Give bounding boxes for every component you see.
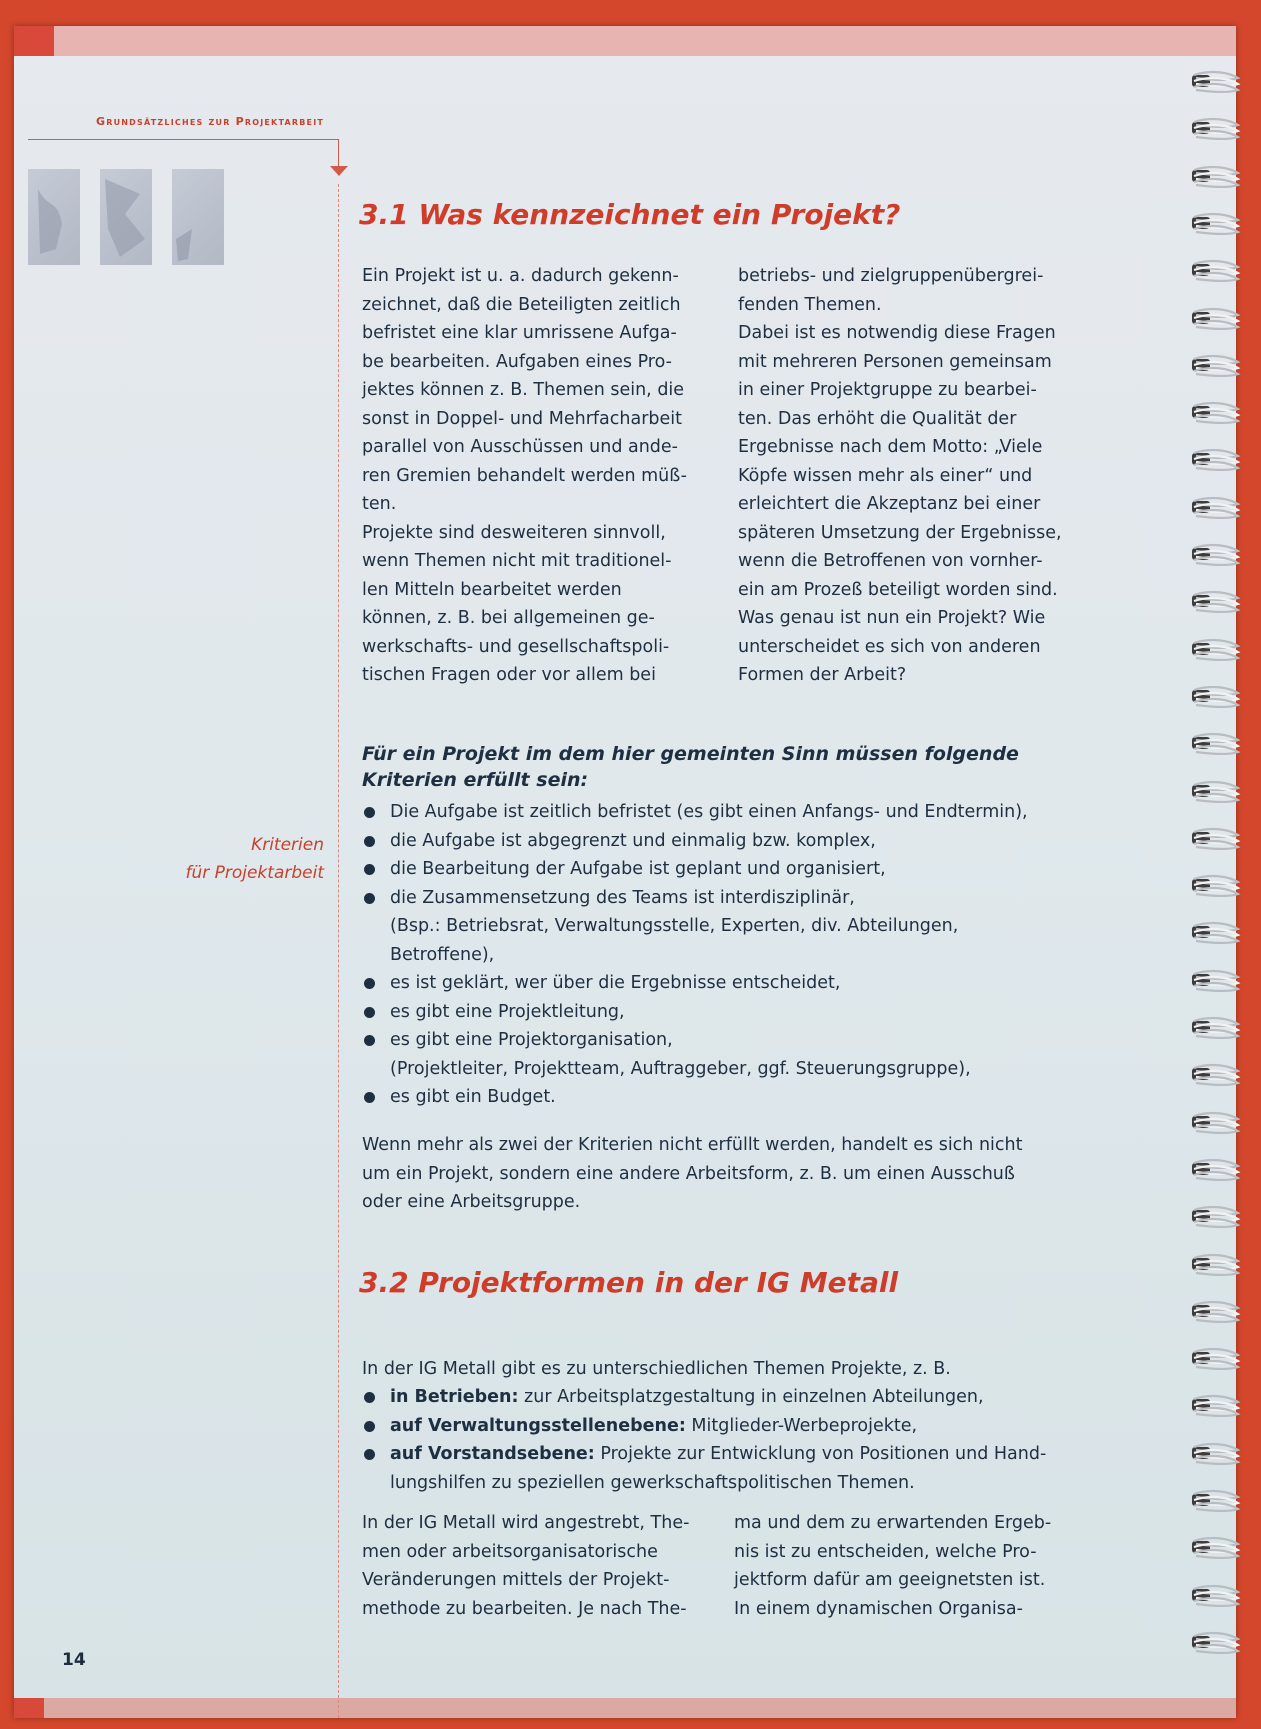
text-line: In der IG Metall wird angestrebt, The- [362,1513,690,1533]
text-line: methode zu bearbeiten. Je nach The- [362,1598,687,1619]
spiral-ring-icon [1186,115,1246,145]
list-item-label: auf Verwaltungsstellenebene: [390,1415,686,1436]
section2-column-1 [362,1509,712,1623]
text-line: In einem dynamischen Organisa- [734,1598,1023,1619]
text-line: parallel von Ausschüssen und ande- [362,437,678,457]
list-item-text: die Aufgabe ist abgegrenzt und einmalig bzw. komplex, [390,830,876,851]
list-item-text: Betroffene), [390,944,495,965]
list-item [362,798,1082,827]
spiral-ring-icon [1186,1582,1246,1612]
section-heading-3-2: 3.2 Projektformen in der IG Metall [359,1266,899,1299]
list-item-text: es gibt ein Budget. [390,1087,556,1107]
text-line: tischen Fragen oder vor allem bei [362,665,656,685]
text-line: ten. Das erhöht die Qualität der [738,408,1017,429]
spiral-ring-icon [1186,730,1246,760]
text-line: werkschafts- und gesellschaftspoli- [362,636,670,657]
spiral-ring-icon [1186,163,1246,193]
spiral-ring-icon [1186,872,1246,902]
list-item-body: Mitglieder-Werbeprojekte, [685,1415,918,1436]
text-line: können, z. B. bei allgemeinen ge- [362,608,655,628]
bottom-corner-tab [14,1698,44,1718]
spiral-ring-icon [1186,305,1246,335]
section1-column-1 [362,262,712,690]
list-item [362,1412,1082,1441]
criteria-list [362,798,1082,1112]
list-item-text: Die Aufgabe ist zeitlich befristet (es gibt einen Anfangs- und Endtermin), [390,802,1028,822]
spiral-ring-icon [1186,1487,1246,1517]
text-line: jektform dafür am geeignetsten ist. [734,1570,1046,1590]
section1-column-2 [738,262,1088,690]
text-line: betriebs- und zielgruppenübergrei- [738,266,1044,286]
section2-column-2 [734,1509,1084,1623]
top-color-strip [14,26,1236,56]
text-line: ren Gremien behandelt werden müß- [362,465,687,486]
text-line: unterscheidet es sich von anderen [738,636,1041,657]
list-item [362,827,1082,856]
page-number: 14 [62,1650,86,1670]
text-line: sonst in Doppel- und Mehrfacharbeit [362,408,682,429]
list-item [362,1083,1082,1112]
spiral-ring-icon [1186,588,1246,618]
text-line: fenden Themen. [738,294,882,315]
photo-strip-1 [28,169,80,265]
list-item-text: es gibt eine Projektleitung, [390,1001,625,1022]
list-item-text: es ist geklärt, wer über die Ergebnisse entscheidet, [390,973,841,993]
criteria-intro-line2: Kriterien erfüllt sein: [362,769,589,791]
spiral-ring-icon [1186,1629,1246,1659]
text-line: erleichtert die Akzeptanz bei einer [738,494,1041,514]
spiral-ring-icon [1186,778,1246,808]
list-item-body: Projekte zur Entwicklung von Positionen und Hand- [594,1444,1047,1464]
spiral-ring-icon [1186,399,1246,429]
spiral-ring-icon [1186,825,1246,855]
margin-note-line2: für Projektarbeit [185,863,324,883]
spiral-ring-icon [1186,1298,1246,1328]
text-line: oder eine Arbeitsgruppe. [362,1192,581,1212]
text-line: ma und dem zu erwartenden Ergeb- [734,1513,1052,1533]
list-item-text: (Projektleiter, Projektteam, Auftraggeber, ggf. Steuerungsgruppe), [390,1058,971,1079]
spiral-ring-icon [1186,446,1246,476]
text-line: Veränderungen mittels der Projekt- [362,1570,670,1590]
margin-note [124,831,324,887]
spiral-ring-icon [1186,494,1246,524]
text-line: be bearbeiten. Aufgaben eines Pro- [362,351,672,372]
text-line: zeichnet, daß die Beteiligten zeitlich [362,294,681,315]
list-item [362,884,1082,970]
spiral-ring-icon [1186,1345,1246,1375]
list-item-text: (Bsp.: Betriebsrat, Verwaltungsstelle, Experten, div. Abteilungen, [390,916,959,936]
criteria-summary [362,1131,1082,1217]
margin-note-line1: Kriterien [251,835,324,855]
list-item [362,1026,1082,1083]
list-item-body: zur Arbeitsplatzgestaltung in einzelnen Abteilungen, [518,1387,984,1407]
text-line: Formen der Arbeit? [738,665,907,685]
spiral-ring-icon [1186,683,1246,713]
section-heading-3-1: 3.1 Was kennzeichnet ein Projekt? [359,198,901,231]
list-item-text: es gibt eine Projektorganisation, [390,1030,673,1050]
spiral-ring-icon [1186,352,1246,382]
spiral-ring-icon [1186,257,1246,287]
spiral-ring-icon [1186,210,1246,240]
text-line: Köpfe wissen mehr als einer“ und [738,465,1033,486]
photo-strip-3 [172,169,224,265]
text-line: ten. [362,494,397,514]
list-item [362,969,1082,998]
spiral-ring-icon [1186,919,1246,949]
text-line: Wenn mehr als zwei der Kriterien nicht erfüllt werden, handelt es sich nicht [362,1135,1023,1155]
list-item [362,1440,1082,1497]
spiral-ring-icon [1186,541,1246,571]
list-item [362,1383,1082,1412]
text-line: Ergebnisse nach dem Motto: „Viele [738,437,1043,457]
list-item-text [390,1440,1082,1469]
spiral-ring-icon [1186,636,1246,666]
text-line: nis ist zu entscheiden, welche Pro- [734,1541,1037,1562]
section2-intro: In der IG Metall gibt es zu unterschiedlichen Themen Projekte, z. B. [362,1359,951,1379]
text-line: um ein Projekt, sondern eine andere Arbeitsform, z. B. um einen Ausschuß [362,1163,1015,1184]
spiral-ring-icon [1186,1392,1246,1422]
text-line: jektes können z. B. Themen sein, die [362,380,685,400]
photo-strip-2 [100,169,152,265]
spiral-ring-icon [1186,1203,1246,1233]
text-line: len Mitteln bearbeitet werden [362,579,622,600]
text-line: Dabei ist es notwendig diese Fragen [738,323,1056,343]
text-line: mit mehreren Personen gemeinsam [738,351,1052,372]
criteria-intro-line1: Für ein Projekt im dem hier gemeinten Sinn müssen folgende [362,743,1019,765]
spiral-ring-icon [1186,1534,1246,1564]
spiral-ring-icon [1186,1061,1246,1091]
list-item-text [390,1412,1082,1441]
project-forms-list [362,1383,1082,1497]
text-line: befristet eine klar umrissene Aufga- [362,323,677,343]
notebook-page [14,26,1236,1718]
list-item-text: lungshilfen zu speziellen gewerkschaftspolitischen Themen. [390,1472,915,1493]
text-line: wenn die Betroffenen von vornher- [738,551,1043,571]
header-rule [28,139,338,140]
text-line: wenn Themen nicht mit traditionel- [362,551,672,571]
text-line: Ein Projekt ist u. a. dadurch gekenn- [362,266,679,286]
list-item-label: in Betrieben: [390,1387,519,1407]
spiral-ring-icon [1186,1440,1246,1470]
list-item [362,855,1082,884]
list-item-text [390,1383,1082,1412]
text-line: Projekte sind desweiteren sinnvoll, [362,522,666,543]
text-line: men oder arbeitsorganisatorische [362,1541,658,1562]
list-item-label: auf Vorstandsebene: [390,1444,595,1464]
criteria-intro [362,741,1042,793]
bottom-color-strip [14,1698,1236,1718]
spiral-ring-icon [1186,1014,1246,1044]
spiral-ring-icon [1186,1156,1246,1186]
text-line: ein am Prozeß beteiligt worden sind. [738,579,1058,600]
spiral-ring-icon [1186,1109,1246,1139]
running-head: Grundsätzliches zur Projektarbeit [96,115,325,128]
corner-tab [14,26,54,56]
list-item-text: die Bearbeitung der Aufgabe ist geplant und organisiert, [390,859,886,879]
spiral-ring-icon [1186,967,1246,997]
text-line: in einer Projektgruppe zu bearbei- [738,380,1037,400]
spiral-ring-icon [1186,68,1246,98]
list-item-text: die Zusammensetzung des Teams ist interdisziplinär, [390,887,855,908]
text-line: Was genau ist nun ein Projekt? Wie [738,608,1046,628]
text-line: späteren Umsetzung der Ergebnisse, [738,522,1062,543]
column-divider [338,184,339,1718]
arrow-down-icon [330,166,348,176]
list-item [362,998,1082,1027]
spiral-ring-icon [1186,1251,1246,1281]
